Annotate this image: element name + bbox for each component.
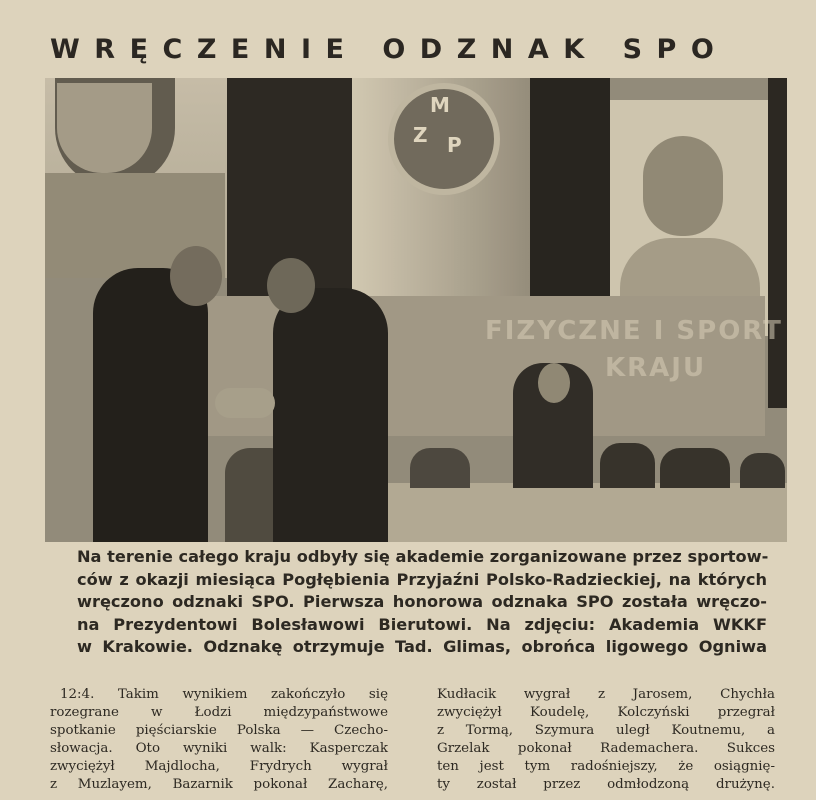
banner-text: KRAJU (605, 353, 707, 383)
seated-person (410, 448, 470, 488)
right-portrait-face (643, 136, 723, 236)
seated-person (660, 448, 730, 488)
article-line: 12:4. Takim wynikiem zakończyło się (60, 687, 388, 702)
article-line: ten jest tym radośniejszy, że osiągnię- (437, 759, 775, 774)
left-portrait-face (57, 83, 152, 173)
stage-table (380, 483, 787, 542)
man-left (93, 268, 208, 542)
article-line: spotkanie pięściarskie Polska — Czecho- (50, 723, 388, 738)
article-line: słowacja. Oto wyniki walk: Kasperczak (50, 741, 388, 756)
photo-caption (77, 546, 767, 659)
caption-line: wręczono odznaki SPO. Pierwsza honorowa odznaka SPO została wręczo- (77, 592, 767, 611)
man-right-head (267, 258, 315, 313)
seated-person-head (538, 363, 570, 403)
article-column-2 (437, 686, 775, 794)
article-line: rozegrane w Łodzi międzypaństwowe (50, 705, 388, 720)
article-line: ty został przez odmłodzoną drużynę. (437, 777, 775, 792)
banner-text: FIZYCZNE I SPORT (485, 316, 783, 346)
caption-line: ców z okazji miesiąca Pogłębienia Przyjaźni Polsko-Radzieckiej, na których (77, 569, 767, 589)
article-line: Kudłacik wygrał z Jarosem, Chychła (437, 687, 775, 702)
emblem-letter: M (430, 93, 450, 117)
article-column-1 (50, 686, 388, 794)
man-left-head (170, 246, 222, 306)
ceremony-photo (45, 78, 787, 542)
caption-line: na Prezydentowi Bolesławowi Bierutowi. Na zdjęciu: Akademia WKKF (77, 614, 767, 634)
hands (215, 388, 275, 418)
seated-person (600, 443, 655, 488)
caption-line: Na terenie całego kraju odbyły się akademie zorganizowane przez sportow- (77, 547, 769, 566)
seated-person (740, 453, 785, 488)
caption-line: w Krakowie. Odznakę otrzymuje Tad. Glimas, obrońca ligowego Ogniwa (77, 637, 767, 656)
man-right (273, 288, 388, 542)
emblem-letter: Z (413, 123, 428, 147)
article-line: zwyciężył Koudelę, Kolczyński przegrał (437, 705, 775, 720)
page-title: WRĘCZENIE ODZNAK SPO (50, 34, 729, 65)
curtain-dark (768, 78, 787, 408)
emblem-letter: P (447, 133, 462, 157)
article-line: zwyciężył Majdlocha, Frydrych wygrał (50, 759, 388, 774)
article-line: z Tormą, Szymura uległ Koutnemu, a (437, 723, 775, 738)
article-line: z Muzlayem, Bazarnik pokonał Zacharę, (50, 777, 388, 792)
article-line: Grzelak pokonał Rademachera. Sukces (437, 741, 775, 756)
